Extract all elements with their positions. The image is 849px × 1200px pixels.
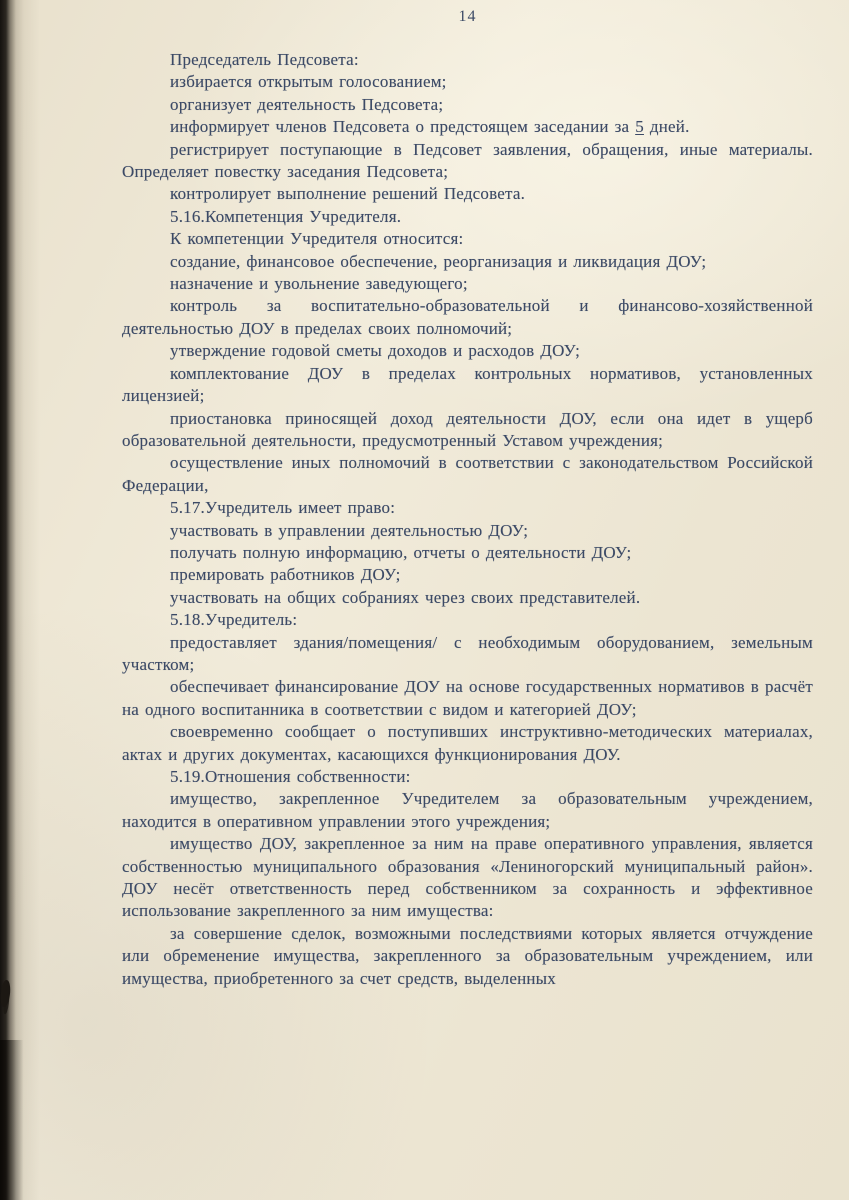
scan-edge-shadow bbox=[0, 0, 40, 1200]
text-segment: участвовать на общих собраниях через своих представителей. bbox=[170, 587, 641, 607]
text-segment: 5.16.Компетенция Учредителя. bbox=[170, 206, 402, 226]
paragraph bbox=[122, 228, 813, 250]
text-segment: Председатель Педсовета: bbox=[170, 50, 359, 69]
paragraph bbox=[122, 721, 813, 766]
text-segment: создание, финансовое обеспечение, реорганизация и ликвидация ДОУ; bbox=[170, 251, 707, 271]
paragraph bbox=[122, 542, 813, 564]
paragraph bbox=[122, 273, 813, 295]
paragraph bbox=[122, 520, 813, 542]
text-segment: назначение и увольнение заведующего; bbox=[170, 274, 468, 294]
paragraph bbox=[122, 116, 813, 138]
paragraph bbox=[122, 295, 813, 340]
text-segment: К компетенции Учредителя относится: bbox=[170, 229, 464, 249]
text-segment: организует деятельность Педсовета; bbox=[170, 94, 444, 114]
text-segment: избирается открытым голосованием; bbox=[170, 72, 447, 92]
text-segment: информирует членов Педсовета о предстоящем заседании за bbox=[170, 117, 636, 137]
text-segment: за совершение сделок, возможными последствиями которых является отчуждение или обременение имущества, закрепленного за образовательным учреждением, или имущества, приобретенного за счет средств, выделенных bbox=[122, 923, 813, 988]
text-segment: 5.17.Учредитель имеет право: bbox=[170, 498, 396, 518]
paragraph bbox=[122, 363, 813, 408]
paragraph bbox=[122, 183, 813, 205]
text-segment: осуществление иных полномочий в соответствии с законодательством Российской Федерации, bbox=[122, 453, 813, 495]
paragraph bbox=[122, 452, 813, 497]
text-segment: имущество ДОУ, закрепленное за ним на праве оперативного управления, является собственностью муниципального образования «Лениногорский муниципальный район». ДОУ несёт ответственность перед собственником за сохранность и эффективное использование закрепленного за ним имущества: bbox=[122, 834, 813, 921]
paragraph bbox=[122, 766, 813, 788]
ink-smudge bbox=[0, 980, 12, 1008]
paragraph bbox=[122, 587, 813, 609]
paragraph bbox=[122, 788, 813, 833]
page-number: 14 bbox=[458, 8, 477, 25]
paragraph bbox=[122, 833, 813, 923]
document-body bbox=[122, 49, 813, 990]
paragraph bbox=[122, 139, 813, 184]
paragraph bbox=[122, 923, 813, 990]
text-segment: приостановка приносящей доход деятельности ДОУ, если она идет в ущерб образовательной деятельности, предусмотренный Уставом учреждения; bbox=[122, 408, 813, 450]
text-segment: комплектование ДОУ в пределах контрольных нормативов, установленных лицензией; bbox=[122, 363, 813, 406]
paragraph bbox=[122, 676, 813, 721]
paragraph bbox=[122, 94, 813, 116]
paragraph bbox=[122, 49, 813, 71]
text-segment: своевременно сообщает о поступивших инструктивно-методических материалах, актах и других документах, касающихся функционирования ДОУ. bbox=[122, 722, 813, 764]
paragraph bbox=[122, 206, 813, 228]
paragraph bbox=[122, 408, 813, 453]
text-segment: 5.18.Учредитель: bbox=[170, 610, 298, 630]
underlined-text: 5 bbox=[635, 117, 644, 137]
paragraph bbox=[122, 71, 813, 93]
scan-corner-shadow bbox=[0, 1040, 26, 1200]
text-segment: имущество, закрепленное Учредителем за образовательным учреждением, находится в оперативном управлении этого учреждения; bbox=[122, 789, 813, 831]
text-segment: утверждение годовой сметы доходов и расходов ДОУ; bbox=[170, 341, 581, 361]
text-segment: получать полную информацию, отчеты о деятельности ДОУ; bbox=[170, 542, 632, 562]
paragraph bbox=[122, 251, 813, 273]
page-content bbox=[122, 8, 813, 990]
text-segment: регистрирует поступающие в Педсовет заявления, обращения, иные материалы. Определяет повестку заседания Педсовета; bbox=[122, 139, 813, 182]
text-segment: дней. bbox=[643, 117, 690, 137]
paragraph bbox=[122, 609, 813, 631]
paragraph bbox=[122, 340, 813, 362]
paragraph bbox=[122, 632, 813, 677]
text-segment: 5.19.Отношения собственности: bbox=[170, 767, 411, 786]
text-segment: участвовать в управлении деятельностью ДОУ; bbox=[170, 520, 529, 540]
text-segment: предоставляет здания/помещения/ с необходимым оборудованием, земельным участком; bbox=[122, 632, 813, 674]
paragraph bbox=[122, 564, 813, 586]
text-segment: обеспечивает финансирование ДОУ на основе государственных нормативов в расчёт на одного воспитанника в соответствии с видом и категорией ДОУ; bbox=[122, 677, 813, 719]
text-segment: контроль за воспитательно-образовательной и финансово-хозяйственной деятельностью ДОУ в пределах своих полномочий; bbox=[122, 296, 813, 338]
text-segment: премировать работников ДОУ; bbox=[170, 565, 401, 585]
paragraph bbox=[122, 497, 813, 519]
text-segment: контролирует выполнение решений Педсовета. bbox=[170, 184, 526, 204]
